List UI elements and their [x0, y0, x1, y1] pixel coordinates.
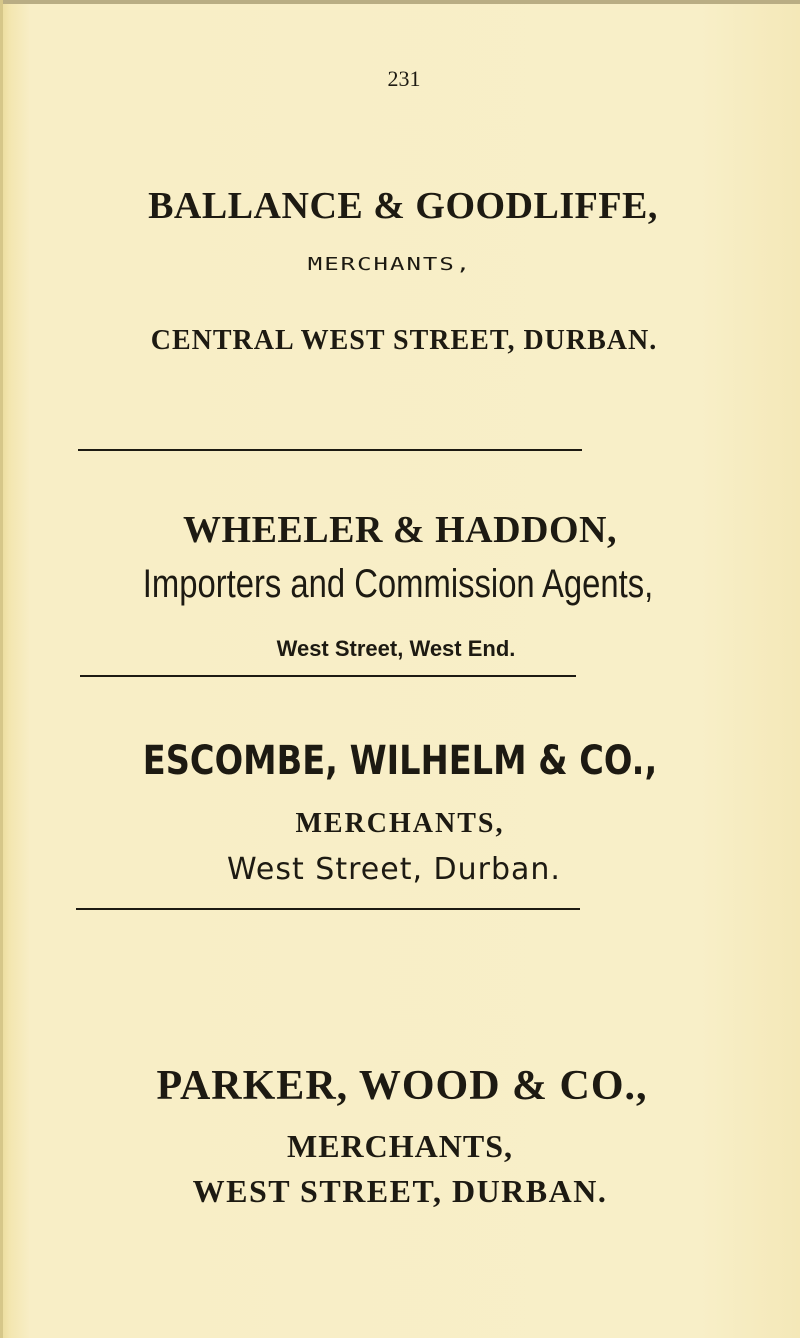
- listing-1-trade: MERCHANTS,: [307, 253, 473, 275]
- listing-4-name: PARKER, WOOD & CO.,: [156, 1063, 648, 1109]
- listing-3-address: West Street, Durban.: [227, 852, 561, 887]
- listing-3-name: ESCOMBE, WILHELM & CO.,: [142, 738, 658, 784]
- listing-1-address: CENTRAL WEST STREET, DURBAN.: [150, 325, 658, 356]
- listing-1-name: BALLANCE & GOODLIFFE,: [148, 185, 658, 227]
- listing-4-trade: MERCHANTS,: [286, 1128, 513, 1164]
- listing-2-trade: Importers and Commission Agents,: [142, 562, 654, 606]
- divider-rule: [76, 908, 580, 910]
- divider-rule: [80, 675, 576, 677]
- divider-rule: [78, 449, 582, 451]
- listing-2-address: West Street, West End.: [276, 636, 516, 661]
- page-number: 231: [387, 66, 421, 91]
- listing-3-trade: MERCHANTS,: [295, 808, 505, 839]
- listing-2-name: WHEELER & HADDON,: [183, 509, 617, 551]
- page-top-edge: [0, 0, 800, 4]
- listing-4-address: WEST STREET, DURBAN.: [192, 1173, 608, 1209]
